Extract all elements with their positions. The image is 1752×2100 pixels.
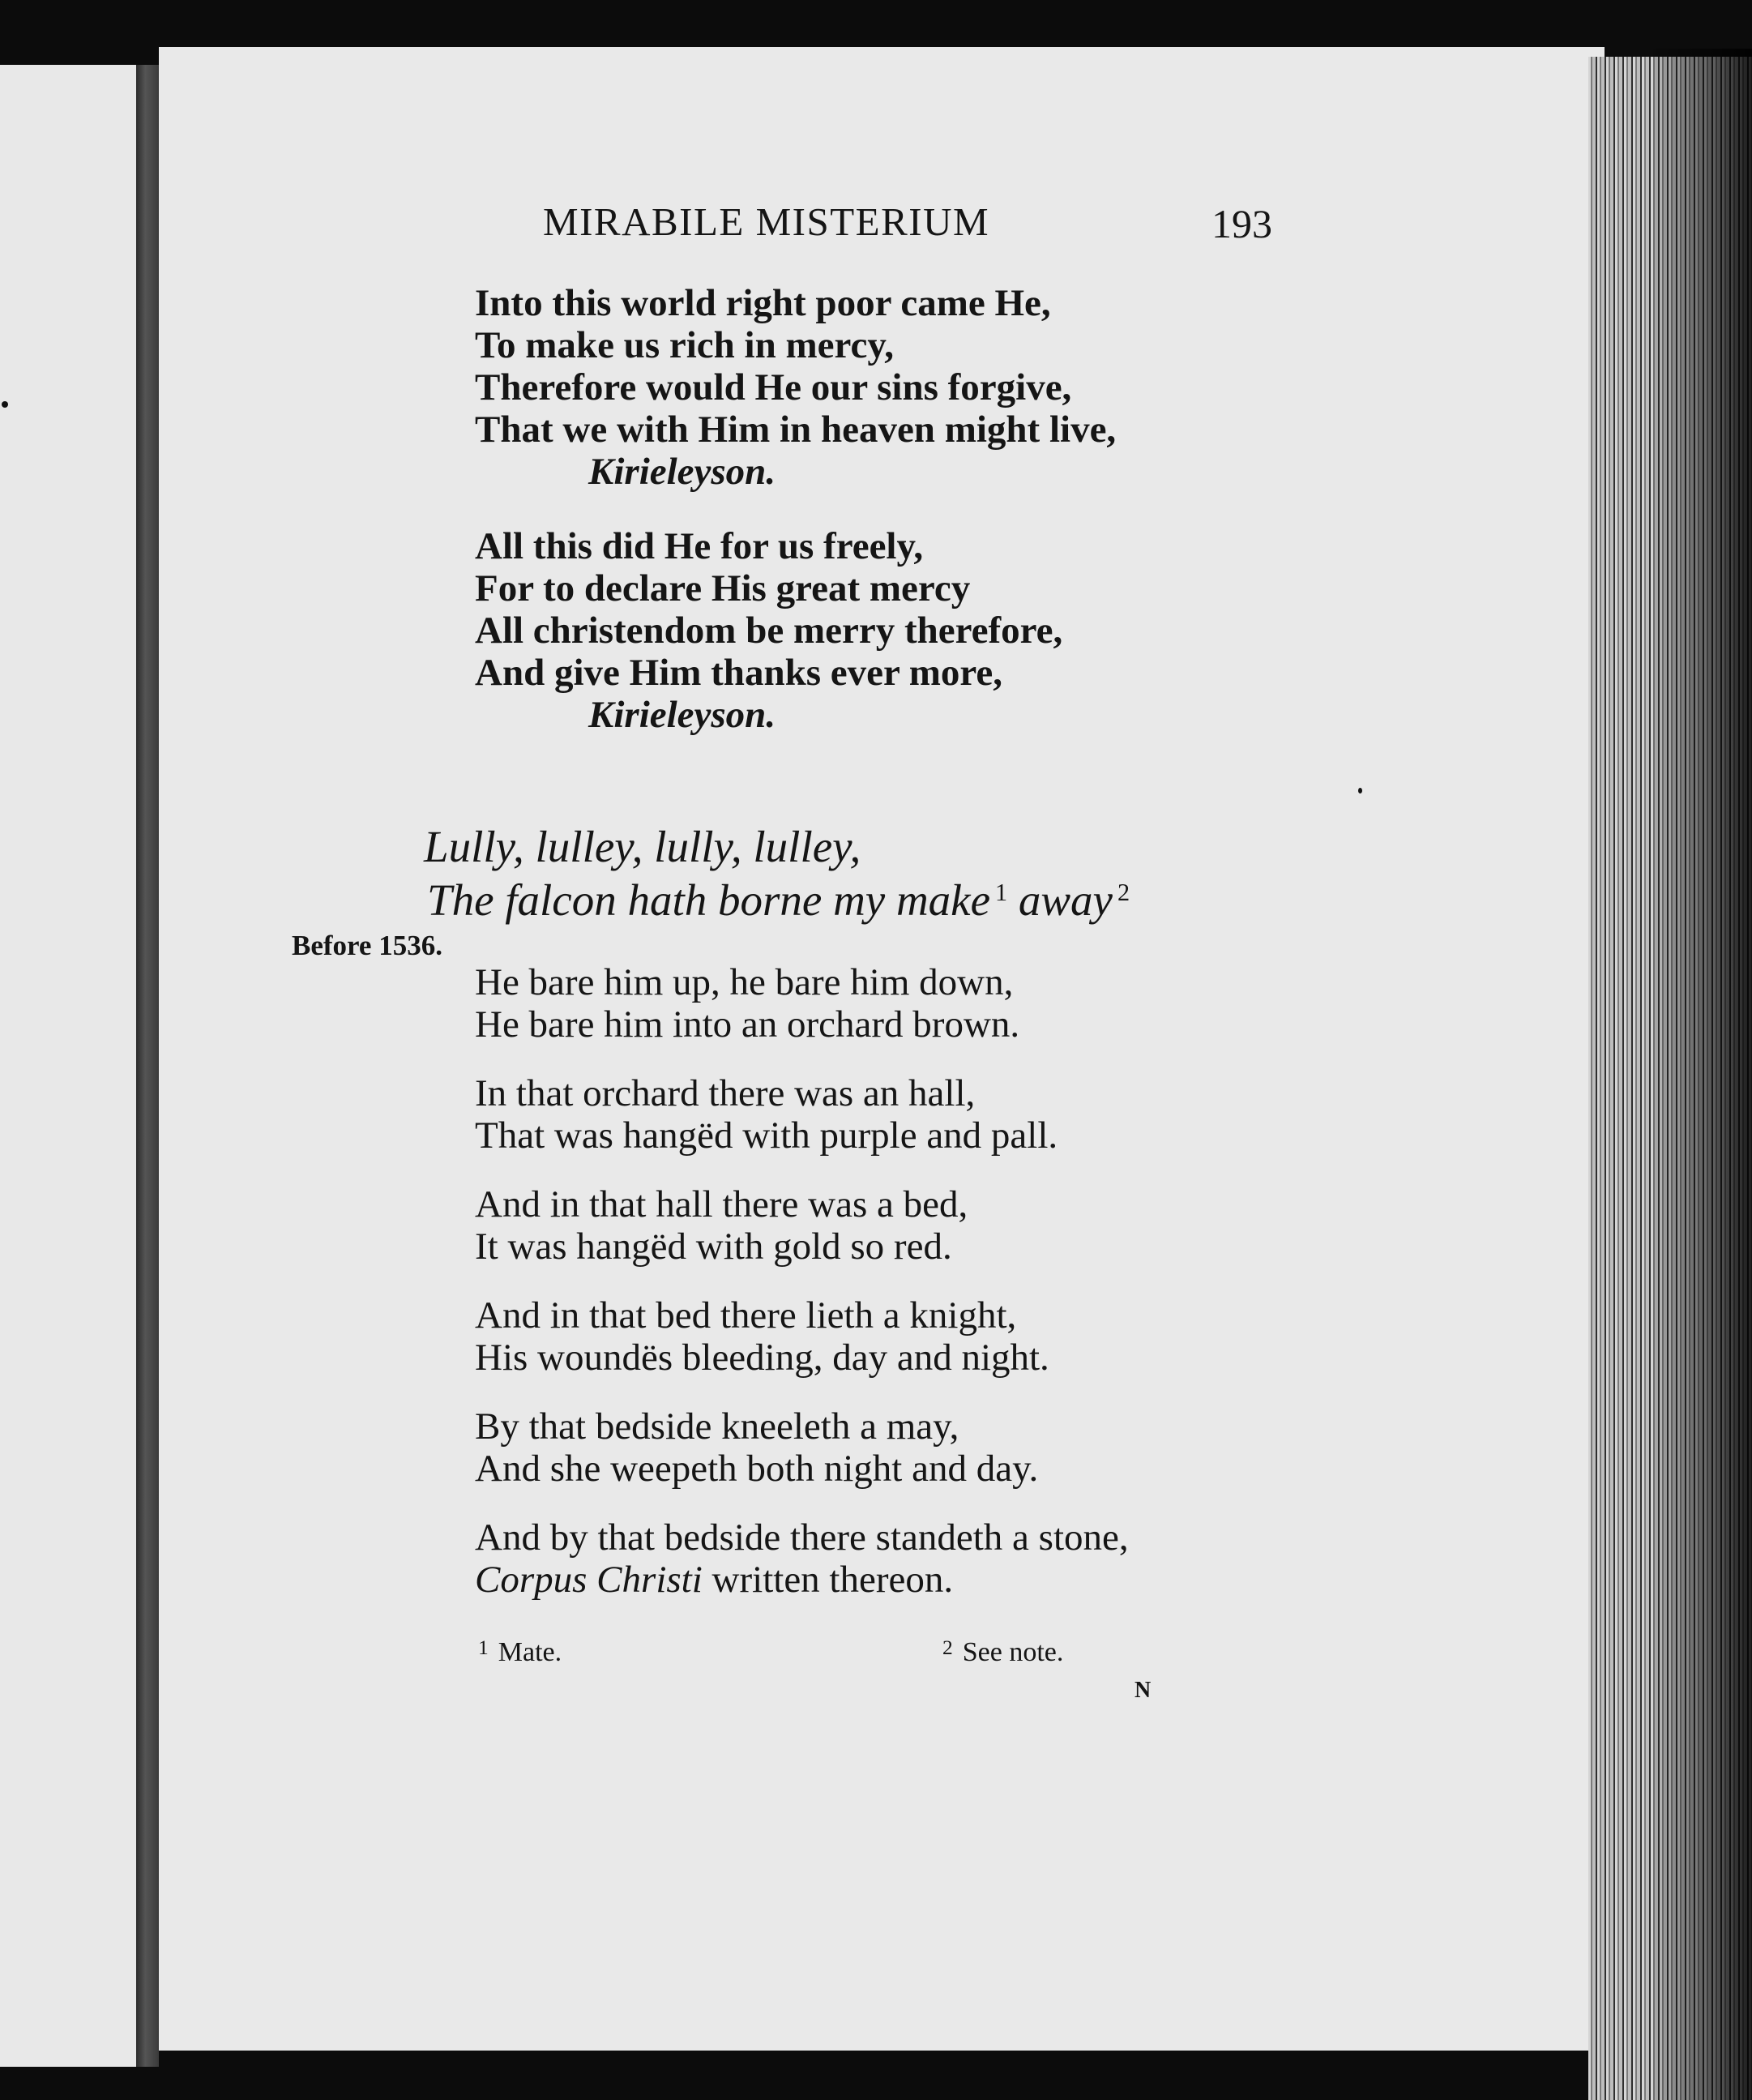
verse-line: To make us rich in mercy,	[475, 324, 895, 366]
poem1-stanza-2	[475, 525, 1062, 736]
footnote-text: See note.	[962, 1637, 1064, 1667]
footnote-1	[478, 1637, 562, 1668]
burden-line-2-text: The falcon hath borne my make	[427, 875, 990, 925]
poem-date: Before 1536.	[292, 930, 442, 961]
poem2-stanza-6	[475, 1516, 1129, 1601]
verse-line: And by that bedside there standeth a stone,	[475, 1516, 1129, 1559]
left-page-edge	[0, 65, 136, 2067]
verse-line: In that orchard there was an hall,	[475, 1072, 976, 1114]
running-title: MIRABILE MISTERIUM	[543, 199, 990, 244]
footnote-mark: 1	[478, 1636, 489, 1660]
poem2-stanza-1	[475, 961, 1019, 1046]
footnote-2	[942, 1637, 1063, 1668]
verse-line: He bare him into an orchard brown.	[475, 1003, 1020, 1046]
page-number: 193	[1211, 201, 1272, 246]
verse-line: All this did He for us freely,	[475, 525, 924, 567]
verse-line: It was hangëd with gold so red.	[475, 1225, 952, 1268]
verse-line: His woundës bleeding, day and night.	[475, 1337, 1049, 1379]
speck-mark	[1358, 788, 1362, 793]
poem2-burden	[424, 820, 1130, 927]
footnote-ref-1: 1	[995, 878, 1008, 906]
italic-phrase: Corpus Christi	[475, 1559, 703, 1601]
verse-line-rest: written thereon.	[702, 1559, 954, 1601]
speck-mark	[2, 401, 8, 408]
burden-line-2	[424, 874, 1130, 927]
burden-line-1: Lully, lulley, lully, lulley,	[424, 822, 861, 871]
verse-line	[475, 1559, 1129, 1601]
signature-mark: N	[1135, 1678, 1152, 1703]
verse-line: Into this world right poor came He,	[475, 282, 1051, 324]
book-gutter	[136, 65, 159, 2067]
verse-line: He bare him up, he bare him down,	[475, 961, 1014, 1003]
verse-line: All christendom be merry therefore,	[475, 609, 1063, 652]
verse-line: And in that hall there was a bed,	[475, 1183, 968, 1225]
poem2-stanza-4	[475, 1294, 1049, 1379]
book-fore-edge-shadow	[1653, 49, 1752, 2100]
verse-line: And give Him thanks ever more,	[475, 652, 1003, 694]
poem2-stanza-3	[475, 1183, 968, 1268]
poem1-stanza-1	[475, 282, 1116, 493]
footnote-mark: 2	[942, 1636, 953, 1660]
footnote-ref-2: 2	[1117, 878, 1130, 906]
refrain-line: Kirieleyson.	[588, 694, 776, 736]
refrain-line: Kirieleyson.	[588, 451, 776, 493]
verse-line: That was hangëd with purple and pall.	[475, 1114, 1058, 1157]
poem2-stanza-2	[475, 1072, 1058, 1157]
verse-line: And in that bed there lieth a knight,	[475, 1294, 1017, 1337]
verse-line: By that bedside kneeleth a may,	[475, 1405, 959, 1448]
verse-line: That we with Him in heaven might live,	[475, 408, 1117, 451]
footnote-text: Mate.	[498, 1637, 562, 1667]
poem2-stanza-5	[475, 1405, 1038, 1490]
verse-line: Therefore would He our sins forgive,	[475, 366, 1072, 408]
burden-line-2-word: away	[1018, 875, 1113, 925]
verse-line: For to declare His great mercy	[475, 567, 971, 609]
verse-line: And she weepeth both night and day.	[475, 1448, 1039, 1490]
